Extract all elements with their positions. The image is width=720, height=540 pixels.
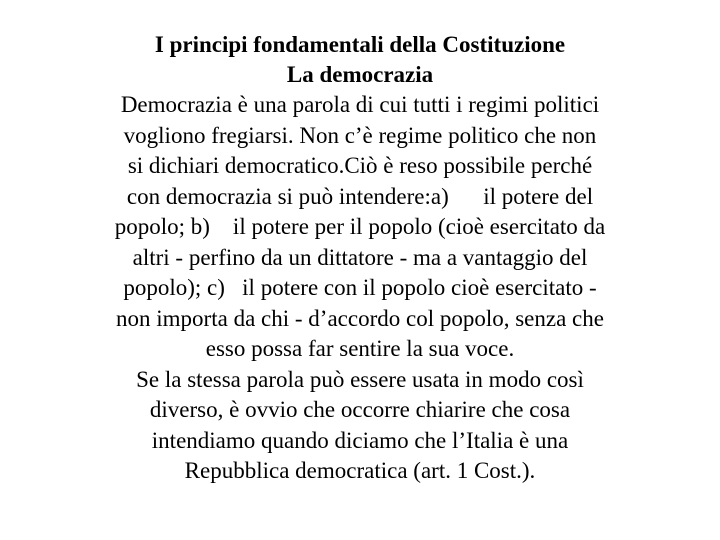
- body-text: [40, 90, 680, 487]
- body-line: Democrazia è una parola di cui tutti i regimi politici: [120, 92, 600, 117]
- body-line: con democrazia si può intendere:a) il potere del: [126, 183, 594, 209]
- body-line: altri - perfino da un dittatore - ma a vantaggio del: [132, 244, 588, 270]
- slide-title: I principi fondamentali della Costituzione: [154, 32, 566, 57]
- slide-subtitle: La democrazia: [286, 62, 434, 87]
- body-line: popolo); c) il potere con il popolo cioè esercitato -: [123, 275, 597, 300]
- body-line: popolo; b) il potere per il popolo (cioè esercitato da: [114, 214, 606, 239]
- body-line: si dichiari democratico.Ciò è reso possibile perché: [127, 153, 593, 178]
- body-line: Se la stessa parola può essere usata in modo così: [136, 366, 584, 392]
- body-line: vogliono fregiarsi. Non c’è regime politico che non: [123, 122, 597, 148]
- body-line: intendiamo quando diciamo che l’Italia è una: [151, 427, 569, 453]
- body-line: non importa da chi - d’accordo col popolo, senza che: [116, 305, 604, 331]
- body-line: diverso, è ovvio che occorre chiarire che cosa: [149, 397, 571, 422]
- body-line: esso possa far sentire la sua voce.: [205, 336, 515, 361]
- body-line: Repubblica democratica (art. 1 Cost.).: [184, 458, 536, 483]
